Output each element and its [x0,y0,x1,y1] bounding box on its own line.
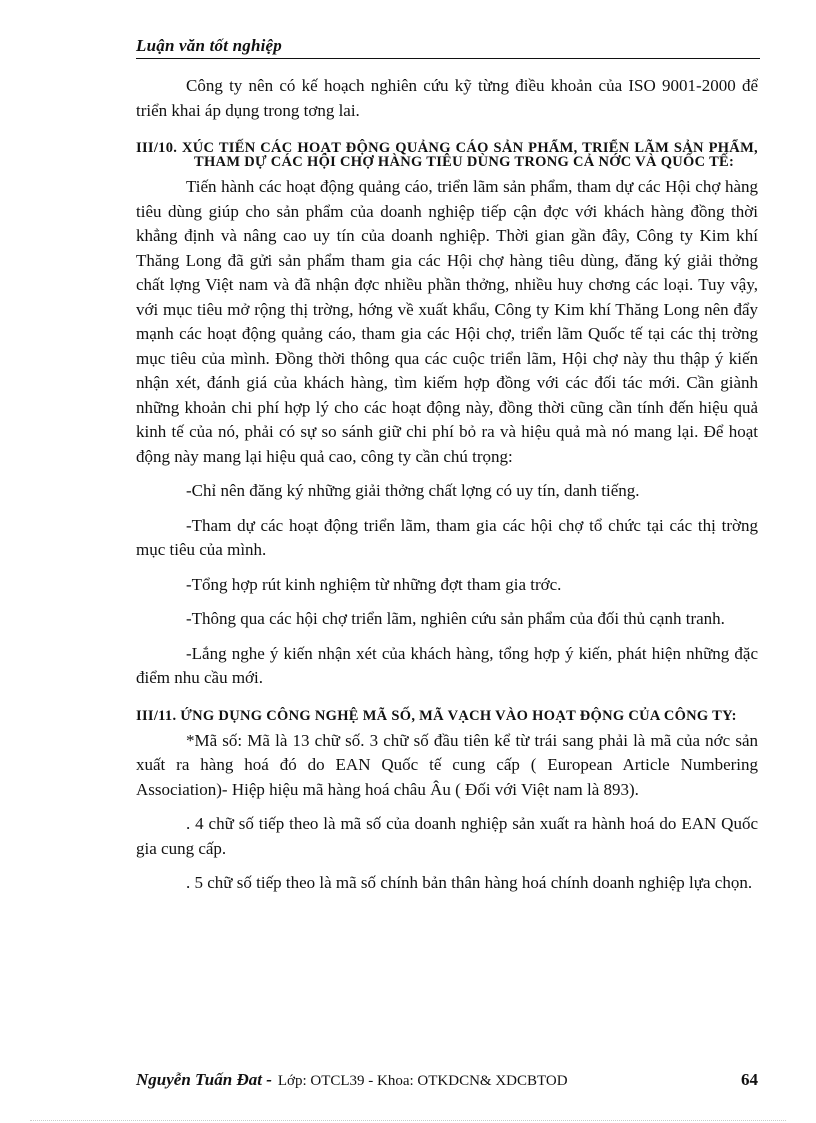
section-10-paragraph: Tiến hành các hoạt động quảng cáo, triển lãm sản phẩm, tham dự các Hội chợ hàng tiêu dùng giúp cho sản phẩm của doanh nghiệp tiếp cận đợc với khách hàng đồng thời khẳng định và nâng cao uy tín của doanh nghiệp. Thời gian gần đây, Công ty Kim khí Thăng Long đã gửi sản phẩm tham gia các Hội chợ hàng tiêu dùng, đăng ký giải thởng chất lợng Việt nam và đã nhận đợc nhiều phần thởng, nhiều huy chơng các loại. Tuy vậy, với mục tiêu mở rộng thị trờng, hớng về xuất khẩu, Công ty Kim khí Thăng Long nên đẩy mạnh các hoạt động quảng cáo, tham gia các Hội chợ, triển lãm Quốc tế tại các thị trờng mục tiêu của mình. Đồng thời thông qua các cuộc triển lãm, Hội chợ này thu thập ý kiến nhận xét, đánh giá của khách hàng, tìm kiếm hợp đồng với các đối tác mới. Cần giành những khoản chi phí hợp lý cho các hoạt động này, đồng thời cũng cần tính đến hiệu quả kinh tế của nó, phải có sự so sánh giữ chi phí bỏ ra và hiệu quả mà nó mang lại. Để hoạt động này mang lại hiệu quả cao, công ty cần chú trọng: [136,177,758,466]
bullet-item: -Chỉ nên đăng ký những giải thởng chất lợng có uy tín, danh tiếng. [186,481,640,500]
document-title: Luận văn tốt nghiệp [136,36,282,55]
section-11-paragraph: . 5 chữ số tiếp theo là mã số chính bản thân hàng hoá chính doanh nghiệp lựa chọn. [186,873,753,892]
page-content [136,74,758,906]
bullet-item: -Tổng hợp rút kinh nghiệm từ những đợt tham gia trớc. [186,574,562,594]
bullet-item: -Lắng nghe ý kiến nhận xét của khách hàng, tổng hợp ý kiến, phát hiện những đặc điểm nhu cầu mới. [136,643,758,687]
bullet-item: -Thông qua các hội chợ triển lãm, nghiên cứu sản phẩm của đối thủ cạnh tranh. [186,609,725,628]
footer-author: Nguyễn Tuấn Đat - [136,1070,272,1089]
page-footer [136,1070,758,1090]
footer-class-info: Lớp: OTCL39 - Khoa: OTKDCN& XDCBTOD [277,1073,568,1089]
bullet-item: -Tham dự các hoạt động triển lãm, tham gia các hội chợ tổ chức tại các thị trờng mục tiêu của mình. [136,515,758,559]
section-heading-11: III/11. ỨNG DỤNG CÔNG NGHỆ MÃ SỐ, MÃ VẠCH VÀO HOẠT ĐỘNG CỦA CÔNG TY: [136,707,737,724]
bottom-divider [30,1120,786,1121]
intro-paragraph: Công ty nên có kế hoạch nghiên cứu kỹ từng điều khoản của ISO 9001-2000 để triển khai áp dụng trong tơng lai. [136,76,758,120]
section-11-paragraph: . 4 chữ số tiếp theo là mã số của doanh nghiệp sản xuất ra hành hoá do EAN Quốc gia cung cấp. [136,814,758,858]
page-header [136,36,760,59]
section-heading-10: III/10. XÚC TIẾN CÁC HOẠT ĐỘNG QUẢNG CÁO SẢN PHẨM, TRIỂN LÃM SẢN PHẨM, THAM DỰ CÁC HỘI CHỢ HÀNG TIÊU DÙNG TRONG CẢ NỚC VÀ QUỐC TẾ: [136,140,758,170]
page-number: 64 [741,1070,758,1089]
section-11-paragraph: *Mã số: Mã là 13 chữ số. 3 chữ số đầu tiên kể từ trái sang phải là mã của nớc sản xuất ra hàng hoá đó do EAN Quốc tế cung cấp ( European Article Numbering Association)- Hiệp hiệu mã hàng hoá châu Âu ( Đối với Việt nam là 893). [136,730,758,799]
